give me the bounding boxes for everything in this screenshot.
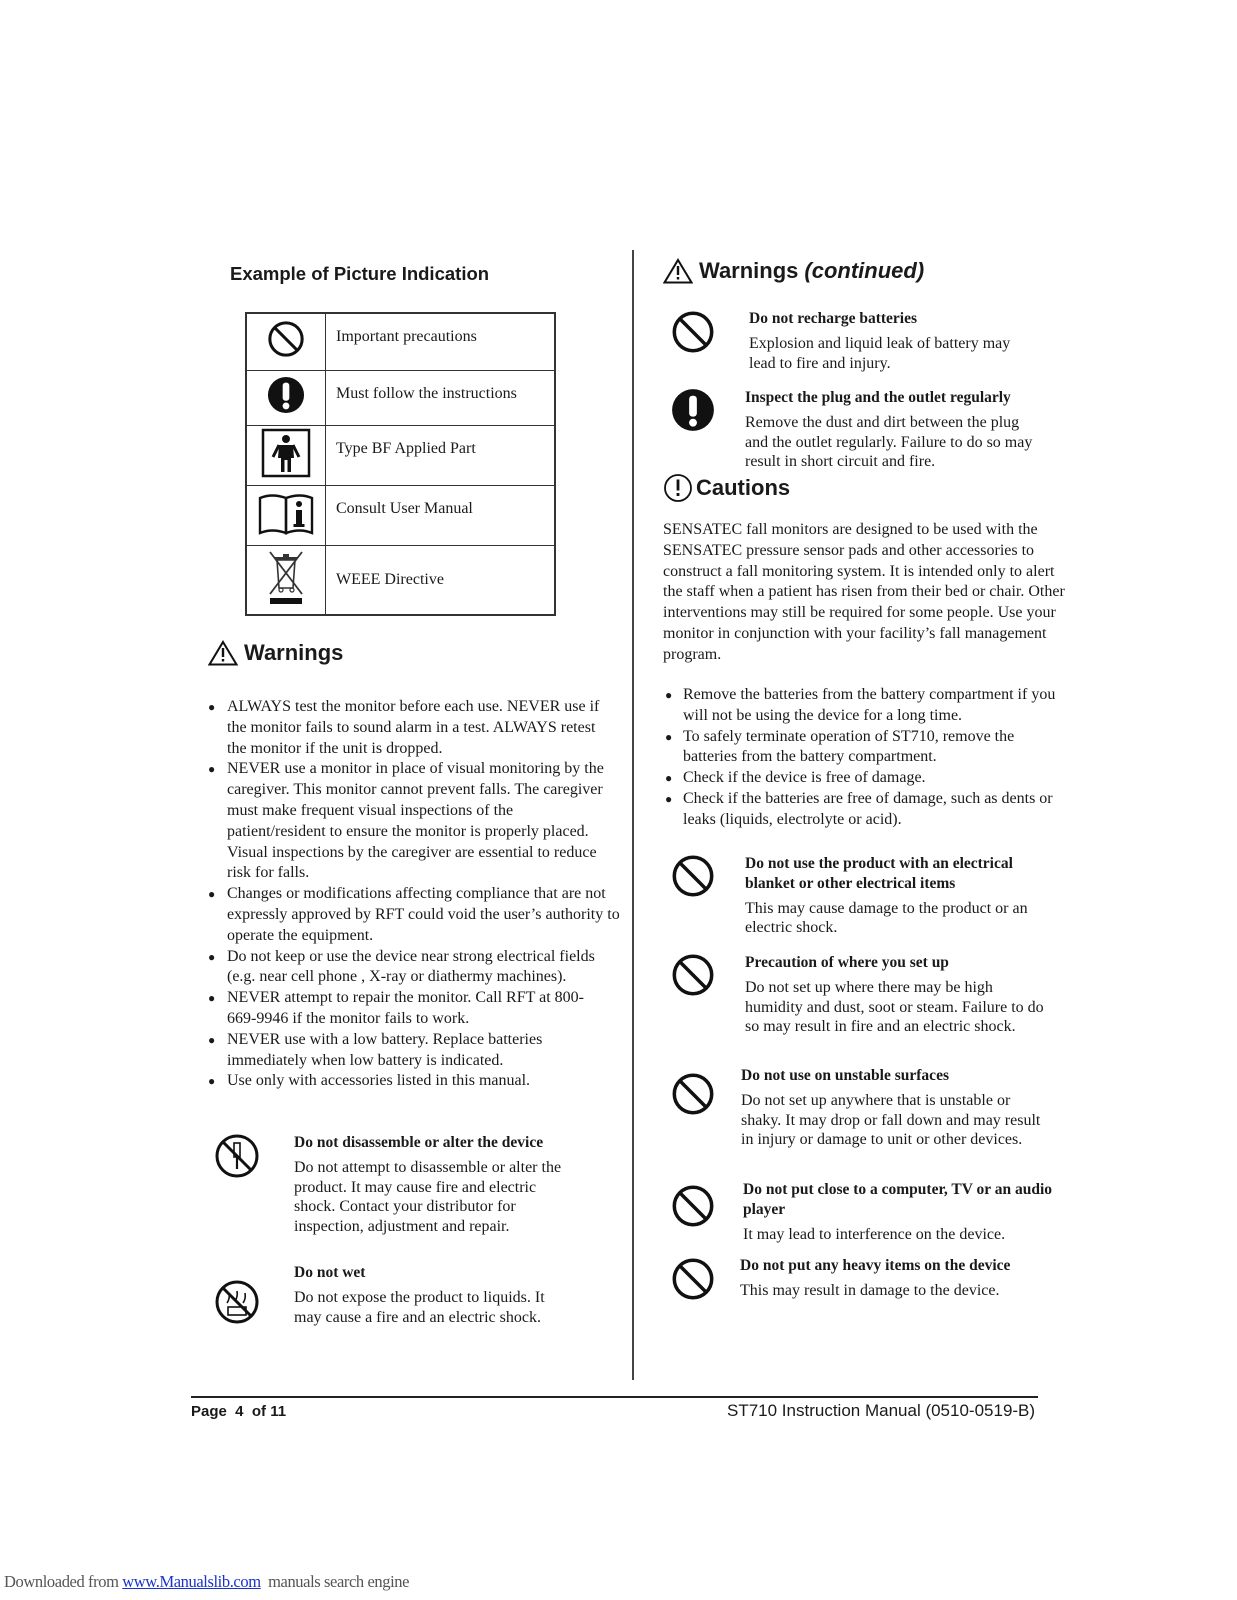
manual-icon bbox=[257, 490, 315, 536]
notice-title: Do not put any heavy items on the device bbox=[740, 1257, 1011, 1274]
symbol-table bbox=[245, 312, 556, 616]
warnings-heading-text: Warnings bbox=[244, 640, 344, 665]
download-attribution bbox=[4, 1572, 409, 1592]
prohibition-icon bbox=[671, 1257, 715, 1301]
notice-title: Do not recharge batteries bbox=[749, 310, 918, 327]
notice-title: Do not put close to a computer, TV or an audio player bbox=[743, 1181, 1053, 1218]
warnings-heading bbox=[208, 640, 343, 666]
column-divider bbox=[632, 250, 634, 1380]
notice-heavy-items bbox=[671, 1256, 1071, 1306]
notice-unstable bbox=[671, 1066, 1071, 1150]
notice-text: It may lead to interference on the device. bbox=[743, 1225, 1006, 1243]
symbol-label: Type BF Applied Part bbox=[326, 425, 556, 485]
cautions-heading bbox=[663, 473, 790, 503]
page-number: Page 4 of 11 bbox=[191, 1403, 287, 1420]
warning-triangle-icon bbox=[663, 258, 693, 284]
table-row bbox=[246, 545, 555, 615]
no-wet-icon bbox=[214, 1279, 260, 1325]
notice-title: Do not use the product with an electrical blanket or other electrical items bbox=[745, 855, 1013, 892]
notice-text: This may cause damage to the product or an electric shock. bbox=[745, 899, 1028, 937]
warnings-cont-suffix: (continued) bbox=[804, 258, 925, 283]
manual-title: ST710 Instruction Manual (0510-0519-B) bbox=[727, 1401, 1036, 1420]
notice-plug bbox=[671, 388, 1071, 472]
caution-circle-icon bbox=[663, 473, 693, 503]
download-suffix: manuals search engine bbox=[260, 1572, 410, 1591]
symbol-label: Consult User Manual bbox=[326, 485, 556, 545]
table-row bbox=[246, 313, 555, 370]
notice-text: Do not expose the product to liquids. It may cause a fire and an electric shock. bbox=[294, 1288, 545, 1326]
warning-triangle-icon bbox=[208, 640, 238, 666]
notice-set-up bbox=[671, 953, 1071, 1037]
warnings-cont-text: Warnings bbox=[699, 258, 799, 283]
prohibition-icon bbox=[671, 310, 715, 354]
warnings-continued-heading bbox=[663, 258, 924, 284]
prohibition-icon bbox=[267, 320, 305, 358]
list-item: ● Check if the batteries are free of damage, such as dents or leaks (liquids, electrolyte or acid). bbox=[663, 789, 1058, 831]
cautions-heading-text: Cautions bbox=[696, 475, 791, 500]
list-item: ● To safely terminate operation of ST710, remove the batteries from the battery compartment. bbox=[663, 727, 1058, 769]
manualslib-link[interactable]: www.Manualslib.com bbox=[122, 1572, 261, 1591]
list-item: ● Remove the batteries from the battery compartment if you will not be using the device for a long time. bbox=[663, 685, 1083, 727]
notice-disassemble bbox=[214, 1133, 594, 1237]
notice-text: Do not set up anywhere that is unstable or shaky. It may drop or fall down and may result in injury or damage to unit or other devices. bbox=[741, 1091, 1041, 1149]
no-disassemble-icon bbox=[214, 1133, 260, 1179]
notice-text: Explosion and liquid leak of battery may lead to fire and injury. bbox=[749, 334, 1011, 372]
notice-title: Do not wet bbox=[294, 1264, 366, 1281]
list-item: ● NEVER attempt to repair the monitor. Call RFT at 800-669-9946 if the monitor fails to work. bbox=[208, 988, 597, 1030]
cautions-paragraph: SENSATEC fall monitors are designed to be used with the SENSATEC pressure sensor pads and other accessories to construct a fall monitoring system. It is intended only to alert the staff when a patient has risen from their bed or chair. Other interventions may still be required for some people. Use your monitor in conjunction with your facility’s fall management program. bbox=[663, 521, 1065, 663]
table-row bbox=[246, 485, 555, 545]
symbol-label: Must follow the instructions bbox=[326, 370, 556, 425]
notice-title: Precaution of where you set up bbox=[745, 954, 949, 971]
table-row bbox=[246, 425, 555, 485]
exclamation-icon bbox=[671, 388, 715, 432]
example-heading: Example of Picture Indication bbox=[230, 263, 490, 284]
notice-title: Do not use on unstable surfaces bbox=[741, 1067, 949, 1084]
type-bf-icon bbox=[261, 428, 311, 478]
notice-wet bbox=[214, 1263, 594, 1330]
footer-rule bbox=[191, 1396, 1038, 1398]
weee-icon bbox=[266, 548, 306, 606]
symbol-label: Important precautions bbox=[326, 313, 556, 370]
notice-title: Do not disassemble or alter the device bbox=[294, 1134, 544, 1151]
list-item: ● Check if the device is free of damage. bbox=[663, 768, 1083, 789]
prohibition-icon bbox=[671, 953, 715, 997]
notice-electrical-blanket bbox=[671, 854, 1071, 938]
prohibition-icon bbox=[671, 854, 715, 898]
list-item: ● Do not keep or use the device near strong electrical fields (e.g. near cell phone , X-ray or diathermy machines). bbox=[208, 947, 602, 989]
notice-text: This may result in damage to the device. bbox=[740, 1281, 1000, 1299]
download-prefix: Downloaded from bbox=[4, 1572, 123, 1591]
list-item: ● NEVER use with a low battery. Replace batteries immediately when low battery is indicated. bbox=[208, 1030, 597, 1072]
notice-text: Do not set up where there may be high humidity and dust, soot or steam. Failure to do so may result in fire and an electric shock. bbox=[745, 978, 1044, 1036]
prohibition-icon bbox=[671, 1072, 715, 1116]
exclamation-icon bbox=[267, 376, 305, 414]
notice-recharge bbox=[671, 309, 1071, 373]
list-item: ● Use only with accessories listed in this manual. bbox=[208, 1071, 607, 1092]
prohibition-icon bbox=[671, 1184, 715, 1228]
table-row bbox=[246, 370, 555, 425]
list-item: ● ALWAYS test the monitor before each use. NEVER use if the monitor fails to sound alarm in a test. ALWAYS retest the monitor if the unit is dropped. bbox=[208, 697, 607, 759]
list-item: ● Changes or modifications affecting compliance that are not expressly approved by RFT could void the user’s authority to operate the equipment. bbox=[208, 884, 632, 946]
symbol-label: WEEE Directive bbox=[326, 545, 556, 615]
list-item: ● NEVER use a monitor in place of visual monitoring by the caregiver. This monitor cannot prevent falls. The caregiver must make frequent visual inspections of the patient/resident to ensure the monitor is properly placed. Visual inspections by the caregiver are essential to reduce risk for falls. bbox=[208, 759, 607, 884]
notice-text: Do not attempt to disassemble or alter the product. It may cause fire and electric shock. Contact your distributor for inspection, adjustment and repair. bbox=[294, 1158, 562, 1236]
cautions-list bbox=[663, 685, 1083, 831]
warnings-list bbox=[208, 697, 628, 1092]
notice-computer-tv bbox=[671, 1180, 1071, 1244]
notice-title: Inspect the plug and the outlet regularly bbox=[745, 389, 1011, 406]
notice-text: Remove the dust and dirt between the plug and the outlet regularly. Failure to do so may result in short circuit and fire. bbox=[745, 413, 1033, 471]
